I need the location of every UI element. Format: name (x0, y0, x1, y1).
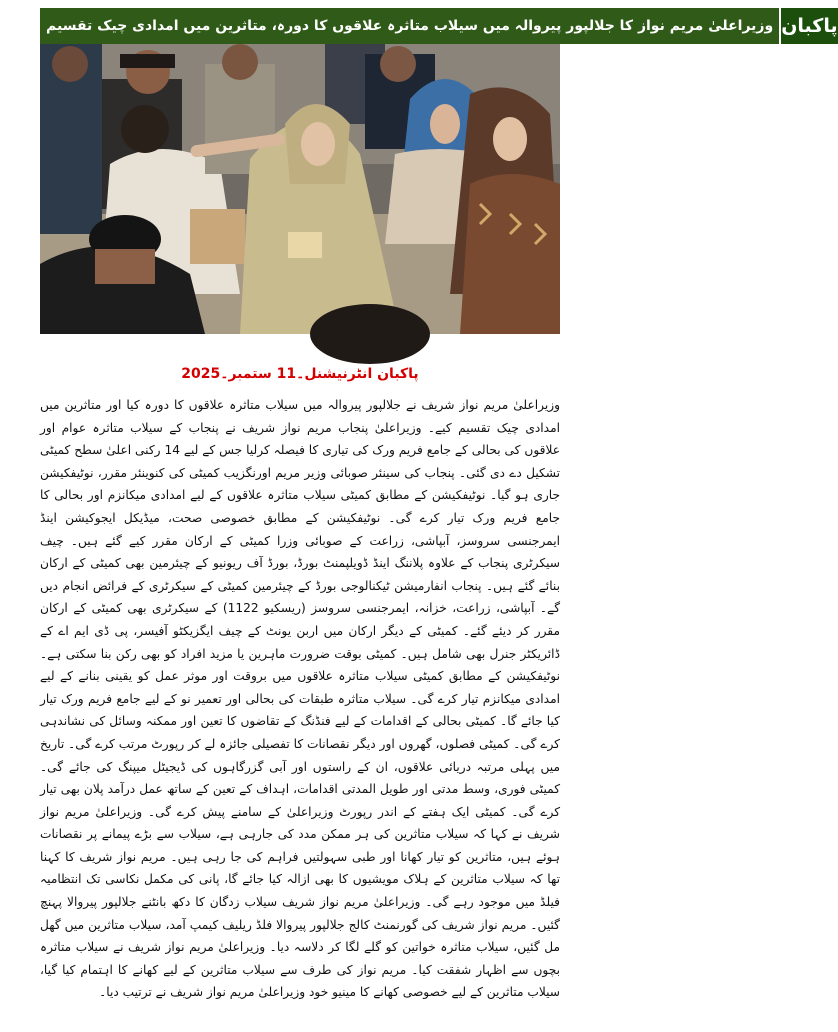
headline-banner (40, 8, 838, 44)
article-body: وزیراعلیٰ مریم نواز شریف نے جلالپور پیروالہ میں سیلاب متاثرہ علاقوں کا دورہ کیا اور متاثرین میں امدادی چیک تقسیم کیے۔ وزیراعلیٰ پنجاب مریم نواز شریف نے پنجاب کے سیلاب متاثرہ عوام اور علاقوں کی بحالی کے جامع فریم ورک کی تیاری کا فیصلہ کرلیا جس کے لیے 14 رکنی اعلیٰ سطح کمیٹی تشکیل دے دی گئی۔ پنجاب کی سینئر صوبائی وزیر مریم اورنگزیب کمیٹی کی کنوینئر مقرر، نوٹیفکیشن جاری ہو گیا۔ نوٹیفکیشن کے مطابق کمیٹی سیلاب متاثرہ علاقوں کے لیے امدادی میکانزم اور بحالی کا جامع فریم ورک تیار کرے گی۔ نوٹیفکیشن کے مطابق خصوصی صحت، میڈیکل ایجوکیشن اینڈ ایمرجنسی سروسز، آبپاشی، زراعت کے صوبائی وزرا کمیٹی کے ارکان مقرر کیے گئے ہیں۔ چیف سیکرٹری پنجاب کے علاوہ پلاننگ اینڈ ڈویلپمنٹ بورڈ، بورڈ آف ریونیو کے چیئرمین بھی کمیٹی کے ارکان بنائے گئے ہیں۔ پنجاب انفارمیشن ٹیکنالوجی بورڈ کے چیئرمین کمیٹی کے سیکرٹری کے فرائض انجام دیں گے۔ آبپاشی، زراعت، خزانہ، ایمرجنسی سروسز (ریسکیو 1122) کے سیکرٹری بھی کمیٹی کے ارکان مقرر کر دیئے گئے۔ کمیٹی کے دیگر ارکان میں اربن یونٹ کے چیف ایگزیکٹو آفیسر، پی ڈی ایم اے کے ڈائریکٹر جنرل بھی شامل ہیں۔ کمیٹی بوقت ضرورت ماہرین یا مزید افراد کو بھی رکن بنا سکتی ہے۔ نوٹیفکیشن کے مطابق کمیٹی سیلاب متاثرہ علاقوں میں بروقت اور موثر عمل کو یقینی بنانے کے لیے امدادی میکانزم تیار کرے گی۔ سیلاب متاثرہ طبقات کی بحالی اور تعمیر نو کے لیے جامع فریم ورک تیار کیا جائے گا۔ کمیٹی بحالی کے اقدامات کے لیے فنڈنگ کے تقاضوں کا تعین اور ممکنہ وسائل کی نشاندہی کرے گی۔ کمیٹی فصلوں، گھروں اور دیگر نقصانات کا تفصیلی جائزہ لے کر رپورٹ مرتب کرے گی۔ تاریخ میں پہلی مرتبہ دریائی علاقوں، ان کے راستوں اور آبی گزرگاہوں کی ڈیجیٹل میپنگ کی جائے گی۔ کمیٹی فوری، وسط مدتی اور طویل المدتی اقدامات، اہداف کے تعین کے ساتھ عمل درآمد پلان بھی تیار کرے گی۔ کمیٹی ایک ہفتے کے اندر رپورٹ وزیراعلیٰ کے سامنے پیش کرے گی۔ وزیراعلیٰ مریم نواز شریف نے کہا کہ سیلاب متاثرین کی ہر ممکن مدد کی جارہی ہے، سیلاب سے بڑے پیمانے پر نقصانات ہوئے ہیں، متاثرین کو تیار کھانا اور طبی سہولتیں فراہم کی جا رہی ہیں۔ مریم نواز شریف کا کہنا تھا کہ سیلاب متاثرین کے ہلاک مویشیوں کا بھی ازالہ کیا جائے گا، پانی کی مکمل نکاسی تک انتظامیہ فیلڈ میں موجود رہے گی۔ وزیراعلیٰ مریم نواز شریف سیلاب زدگان کا دکھ بانٹنے جلالپور پیروالا پہنچ گئیں۔ مریم نواز شریف کی گورنمنٹ کالج جلالپور پیروالا فلڈ ریلیف کیمپ آمد، سیلاب متاثرین میں گھل مل گئیں، سیلاب متاثرہ خواتین کو گلے لگا کر دلاسہ دیا۔ وزیراعلیٰ مریم نواز شریف نے سیلاب متاثرہ بچوں سے اظہار شفقت کیا۔ مریم نواز کی طرف سے سیلاب متاثرین کے لیے کھانے کا اہتمام کیا گیا، سیلاب متاثرین کے لیے خصوصی کھانے کا مینیو خود وزیراعلیٰ مریم نواز شریف نے ترتیب دیا۔ (40, 398, 561, 1000)
news-photo (40, 44, 560, 334)
brand-logo: پاکبان (779, 8, 837, 44)
news-photo-illustration (40, 44, 560, 334)
dateline: پاکبان انٹرنیشنل۔11 ستمبر۔2025 (181, 366, 419, 382)
banner-headline: وزیراعلیٰ مریم نواز کا جلالپور پیروالہ میں سیلاب متاثرہ علاقوں کا دورہ، متاثرین میں امدادی چیک تقسیم (40, 8, 779, 44)
